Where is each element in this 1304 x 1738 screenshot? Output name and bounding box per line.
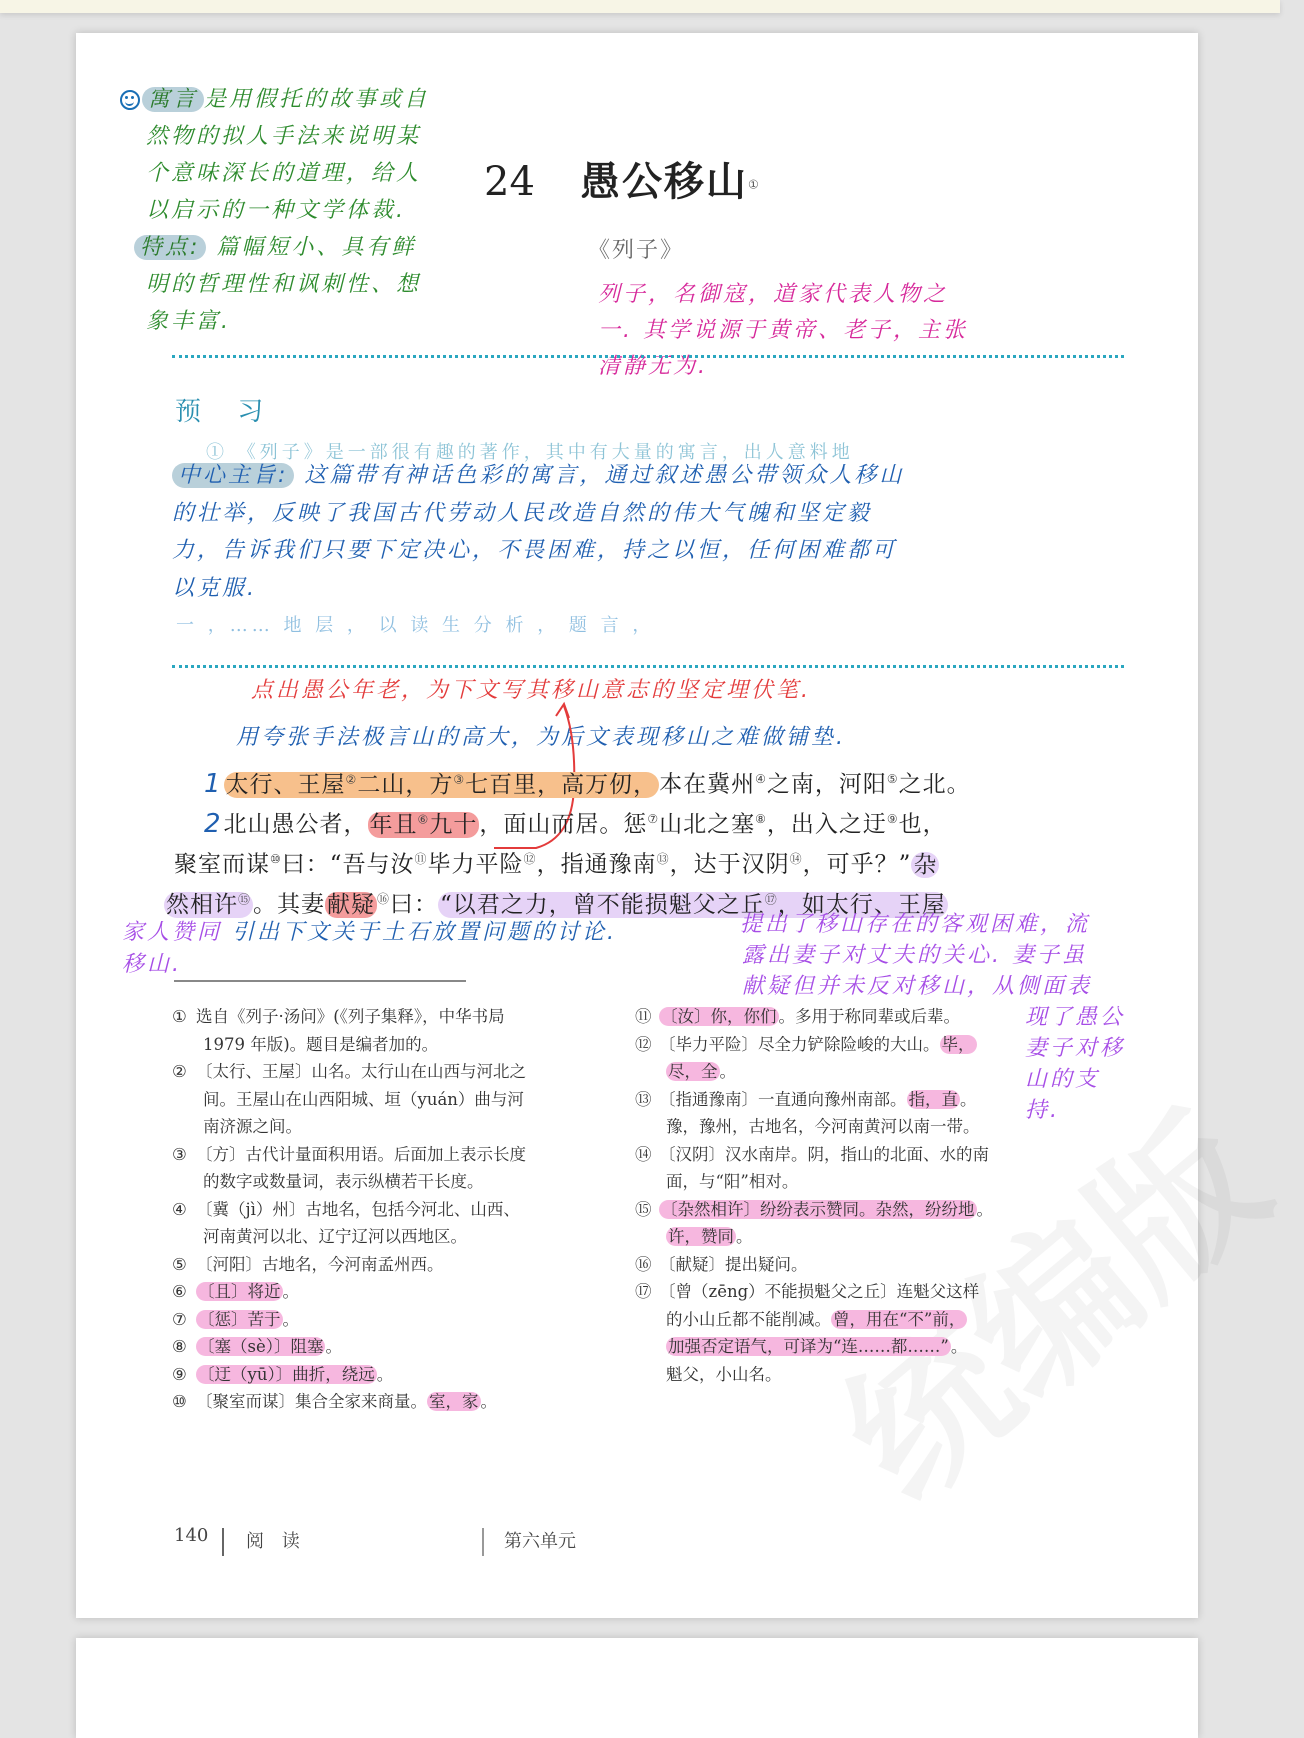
- title-note-ref: ①: [748, 177, 759, 192]
- lesson-title: [484, 150, 759, 207]
- page-title: 愚公移山: [580, 158, 748, 205]
- footnote-11: ⑪ 〔汝〕你，你们 。多用于称同辈或后辈。: [635, 1007, 960, 1026]
- footnote-3: ③ 〔方〕古代计量面积用语。后面加上表示长度: [172, 1144, 526, 1164]
- footer-section: 阅 读: [246, 1531, 306, 1552]
- dotted-divider: [172, 355, 1124, 358]
- footer-divider: [222, 1528, 224, 1556]
- footnote-17: ⑰ 〔曾（zēng）不能损魁父之丘〕连魁父这样: [635, 1282, 980, 1301]
- highlight-wife-speech: “以君之力，曾不能损魁父之丘⑰，如太行、王屋: [440, 891, 946, 918]
- feature-tag: 特点:: [134, 235, 206, 260]
- footnote-13: ⑬ 〔指通豫南〕一直通向豫州南部。 指，直 。: [635, 1089, 977, 1109]
- liezi-note: 列子，名御寇，道家代表人物之 一. 其学说源于黄帝、老子，主张 清静无为.: [598, 282, 968, 379]
- paragraph-2-line-3: 然相许⑮。其妻献疑 ⑯曰：“以君之力，曾不能损魁父之丘⑰，如太行、王屋: [166, 891, 946, 918]
- purple-note-left-2: 移山.: [122, 952, 182, 977]
- footnote-14: ⑭ 〔汉阴〕汉水南岸。阴，指山的北面、水的南: [635, 1144, 989, 1164]
- footer-unit: 第六单元: [504, 1531, 576, 1552]
- footnote-8: ⑧ 〔塞（sè）〕阻塞 。: [172, 1337, 342, 1356]
- footnote-15: ⑮ 〔杂然相许〕纷纷表示赞同。杂然，纷纷地 。: [635, 1199, 993, 1219]
- highlight-age: 年且⑥九十: [369, 811, 478, 838]
- purple-note-left: 家人赞同 引出下文关于土石放置问题的讨论.: [122, 920, 618, 945]
- fable-tag: 寓言: [142, 87, 204, 112]
- footnote-4: ④ 〔冀（jì）州〕古地名，包括今河北、山西、: [172, 1199, 520, 1219]
- footnote-2: ② 〔太行、王屋〕山名。太行山在山西与河北之: [172, 1062, 526, 1081]
- dotted-divider-2: [172, 665, 1124, 668]
- highlight-agree-cont: 然相许⑮: [166, 891, 252, 918]
- smiley-icon: [120, 90, 140, 110]
- paragraph-number-1: 1: [204, 768, 222, 799]
- source-book: 《列子》: [588, 238, 685, 263]
- paragraph-2: 2北山愚公者，年且⑥九十，面山而居。惩⑦山北之塞⑧，出入之迂⑨也，: [204, 808, 947, 839]
- obscured-text-line: 一 ，…… 地 层 ， 以 读 生 分 析 ， 题 言 ，: [176, 615, 655, 636]
- footnote-12: ⑫ 〔毕力平险〕尽全力铲除险峻的大山。 毕，: [635, 1034, 975, 1054]
- footnote-10: ⑩ 〔聚室而谋〕集合全家来商量。 室，家 。: [172, 1392, 497, 1411]
- footnote-1: ① 选自《列子·汤问》(《列子集释》，中华书局: [172, 1007, 505, 1026]
- lesson-number: 24: [484, 159, 535, 205]
- footnote-5: ⑤ 〔河阳〕古地名，今河南孟州西。: [172, 1254, 444, 1274]
- footnote-9: ⑨ 〔迂（yū）〕曲折，绕远 。: [172, 1364, 394, 1384]
- paragraph-number-2: 2: [204, 808, 222, 839]
- footnotes-right: ⑪ 〔汝〕你，你们 。多用于称同辈或后辈。 ⑫ 〔毕力平险〕尽全力铲除险峻的大山。 毕， 尽，全 。 ⑬ 〔指通豫南〕一直通向豫州南部。 指，直 。 豫，豫州，古地名，今河南黄河以南一带。 ⑭ 〔汉阴〕汉水南岸。阴，指山的北面、水的南 面，与“阳”相对。 ⑮ 〔杂然相许〕纷纷表示赞同。杂然，纷纷地 。 许，赞同 。 ⑯ 〔献疑〕提出疑问。 ⑰ 〔曾（zēng）不能损魁父之丘〕连魁父这样 的小山丘都不能削减。 曾，用在“不”前， 加强否定语气，可译为“连……都……” 。 魁父，小山名。: [635, 1003, 993, 1388]
- footnotes-left: ① 选自《列子·汤问》(《列子集释》，中华书局 1979 年版)。题目是编者加的。 ② 〔太行、王屋〕山名。太行山在山西与河北之 间。王屋山在山西阳城、垣（yuán）曲与河 南济源之间。 ③ 〔方〕古代计量面积用语。后面加上表示长度 的数字或数量词，表示纵横若干长度。 ④ 〔冀（jì）州〕古地名，包括今河北、山西、 河南黄河以北、辽宁辽河以西地区。 ⑤ 〔河阳〕古地名，今河南孟州西。 ⑥ 〔且〕将近 。 ⑦ 〔惩〕苦于 。 ⑧ 〔塞（sè）〕阻塞 。 ⑨ 〔迂（yū）〕曲折，绕远 。 ⑩ 〔聚室而谋〕集合全家来商量。 室，家 。: [172, 1003, 526, 1416]
- page-number: 140: [174, 1525, 209, 1546]
- paragraph-1: 1 太行、王屋②二山，方③七百里，高万仞，本在冀州④之南，河阳⑤之北。: [204, 768, 971, 799]
- footnote-7: ⑦ 〔惩〕苦于 。: [172, 1309, 299, 1329]
- red-annotation-note: 点出愚公年老，为下文写其移山意志的坚定埋伏笔.: [251, 678, 811, 703]
- blue-annotation-note: 用夸张手法极言山的高大，为后文表现移山之难做铺垫.: [236, 725, 846, 750]
- highlight-agree: 杂: [913, 851, 938, 878]
- footer-divider-2: [482, 1528, 484, 1556]
- purple-note-right: 提出了移山存在的客观困难，流 露出妻子对丈夫的关心. 妻子虽 献疑但并未反对移山，从侧面表 现了愚公 妻子对移 山的支 持.: [740, 912, 1126, 1123]
- footnote-6: ⑥ 〔且〕将近 。: [172, 1282, 299, 1301]
- central-idea-tag: 中心主旨:: [172, 463, 294, 488]
- highlight-doubt: 献疑: [327, 891, 376, 918]
- highlight-mountains: 太行、王屋②二山，方③七百里，高万仞，: [225, 771, 658, 798]
- central-idea-note: 中心主旨: 这篇带有神话色彩的寓言，通过叙述愚公带领众人移山 的壮举，反映了我国古代劳动人民改造自然的伟大气魄和坚定毅 力，告诉我们只要下定决心，不畏困难，持之以恒，任何困难都可 以克服.: [172, 463, 905, 601]
- footnote-16: ⑯ 〔献疑〕提出疑问。: [635, 1254, 808, 1274]
- viewer-top-bar: [0, 0, 1280, 13]
- document-page-140: [76, 33, 1198, 1618]
- footnote-separator: [174, 980, 466, 982]
- preview-text-obscured: ① 《列子》是一部很有趣的著作，其中有大量的寓言，出人意料地: [206, 442, 854, 463]
- paragraph-2-line-2: 聚室而谋⑩曰：“吾与汝⑪毕力平险⑫，指通豫南⑬，达于汉阴⑭，可乎？”杂: [174, 851, 938, 878]
- fable-definition-note: 寓言 是用假托的故事或自 然物的拟人手法来说明某 个意味深长的道理，给人 以启示的一种文学体裁. 特点: 篇幅短小、具有鲜 明的哲理性和讽刺性、想 象丰富.: [120, 81, 429, 340]
- preview-heading: 预 习: [175, 397, 278, 427]
- document-page-next: [76, 1638, 1198, 1738]
